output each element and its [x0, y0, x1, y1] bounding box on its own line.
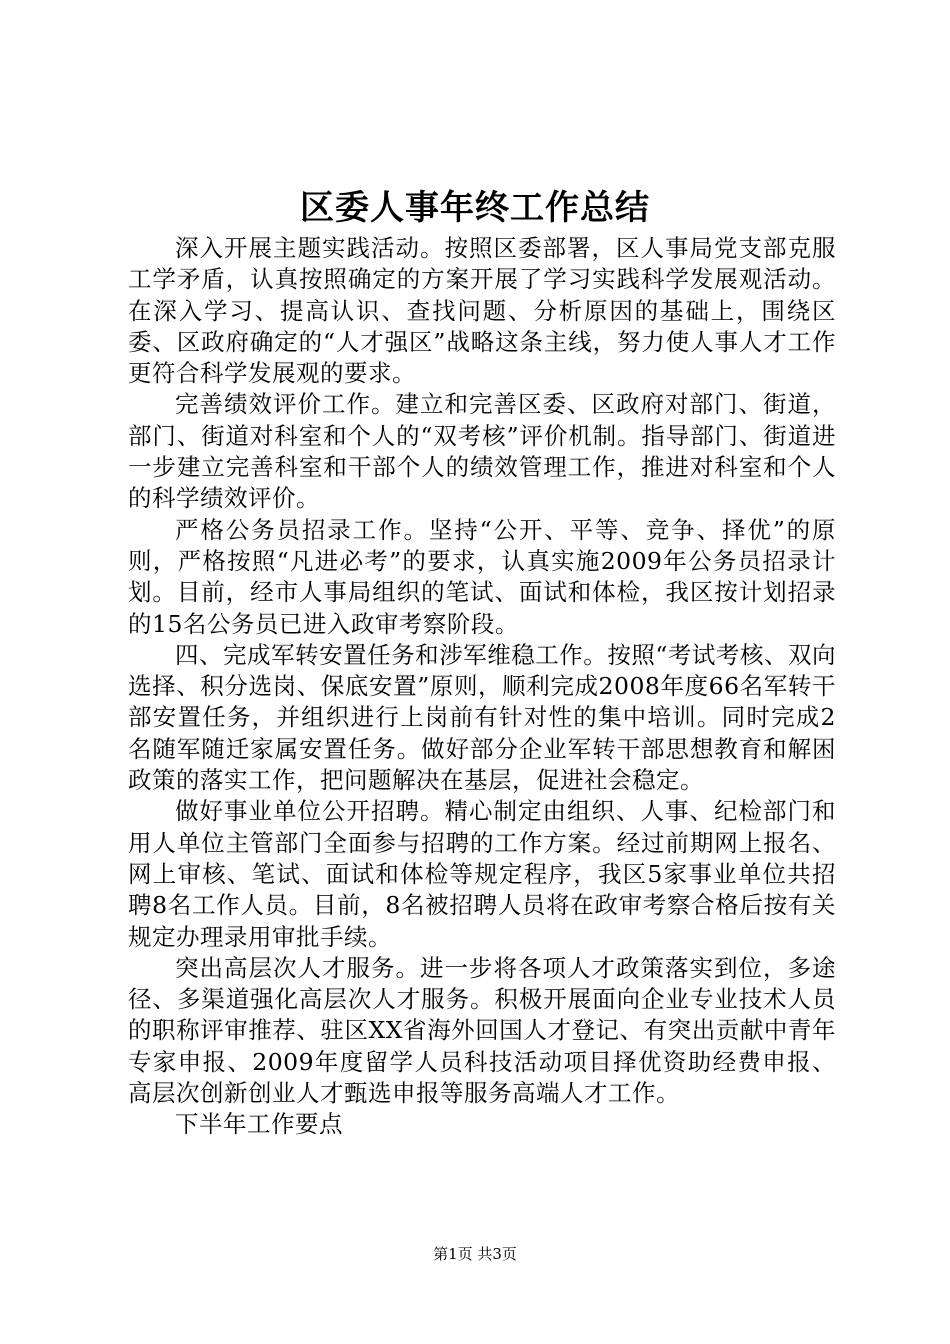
paragraph-civil-servant-recruitment: 严格公务员招录工作。坚持“公开、平等、竞争、择优”的原则，严格按照“凡进必考”的要求，认真实施2009年公务员招录计划。目前，经市人事局组织的笔试、面试和体检，我区按计划招录的15名公务员已进入政审考察阶段。 — [128, 515, 836, 638]
paragraph-military-resettlement: 四、完成军转安置任务和涉军维稳工作。按照“考试考核、双向选择、积分选岗、保底安置”原则，顺利完成2008年度66名军转干部安置任务，并组织进行上岗前有针对性的集中培训。同时完成2名随军随迁家属安置任务。做好部分企业军转干部思想教育和解困政策的落实工作，把问题解决在基层，促进社会稳定。 — [128, 640, 836, 795]
paragraph-performance-evaluation: 完善绩效评价工作。建立和完善区委、区政府对部门、街道，部门、街道对科室和个人的“双考核”评价机制。指导部门、街道进一步建立完善科室和干部个人的绩效管理工作，推进对科室和个人的科学绩效评价。 — [128, 390, 836, 513]
paragraph-talent-services: 突出高层次人才服务。进一步将各项人才政策落实到位，多途径、多渠道强化高层次人才服务。积极开展面向企业专业技术人员的职称评审推荐、驻区XX省海外回国人才登记、有突出贡献中青年专家申报、2009年度留学人员科技活动项目择优资助经费申报、高层次创新创业人才甄选申报等服务高端人才工作。 — [128, 953, 836, 1108]
document-title: 区委人事年终工作总结 — [300, 188, 650, 228]
paragraph-second-half-heading: 下半年工作要点 — [175, 1110, 343, 1139]
paragraph-theme-practice: 深入开展主题实践活动。按照区委部署，区人事局党支部克服工学矛盾，认真按照确定的方案开展了学习实践科学发展观活动。在深入学习、提高认识、查找问题、分析原因的基础上，围绕区委、区政府确定的“人才强区”战略这条主线，努力使人事人才工作更符合科学发展观的要求。 — [128, 234, 836, 388]
document-body — [128, 233, 836, 1141]
paragraph-public-institution-hiring: 做好事业单位公开招聘。精心制定由组织、人事、纪检部门和用人单位主管部门全面参与招聘的工作方案。经过前期网上报名、网上审核、笔试、面试和体检等规定程序，我区5家事业单位共招聘8名工作人员。目前，8名被招聘人员将在政审考察合格后按有关规定办理录用审批手续。 — [128, 797, 836, 951]
page-number-footer: 第1页 共3页 — [433, 1245, 517, 1263]
